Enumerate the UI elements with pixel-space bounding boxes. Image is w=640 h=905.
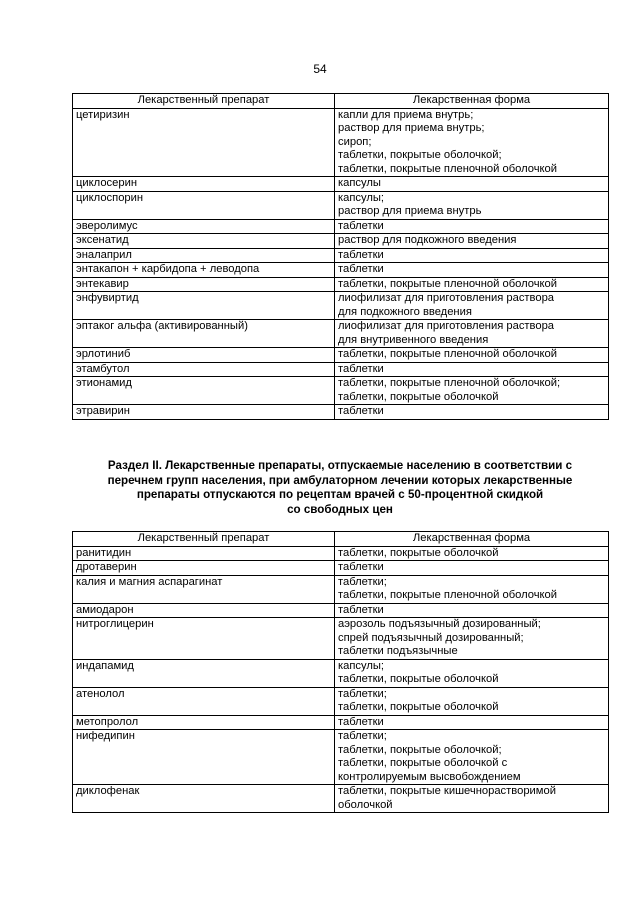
header-drug: Лекарственный препарат bbox=[73, 532, 335, 547]
drug-name-cell: энтакапон + карбидопа + леводопа bbox=[73, 263, 335, 278]
drug-name-cell: энтекавир bbox=[73, 277, 335, 292]
table-row bbox=[73, 546, 609, 561]
section-heading-line: со свободных цен bbox=[287, 502, 393, 516]
drug-name-cell: атенолол bbox=[73, 687, 335, 715]
dosage-form-line: капсулы; bbox=[338, 191, 385, 204]
drug-name-cell: этионамид bbox=[73, 377, 335, 405]
dosage-form-line: таблетки, покрытые оболочкой с bbox=[338, 757, 508, 769]
dosage-form-cell bbox=[335, 320, 609, 348]
drug-name-cell: эналаприл bbox=[73, 248, 335, 263]
dosage-form-cell bbox=[335, 575, 609, 603]
section-heading-line: Раздел II. Лекарственные препараты, отпускаемые населению в соответствии с bbox=[107, 459, 573, 472]
table-row bbox=[73, 730, 609, 785]
table-row bbox=[73, 248, 609, 263]
dosage-form-line: таблетки bbox=[338, 405, 384, 417]
table-row bbox=[73, 234, 609, 249]
dosage-form-line: раствор для приема внутрь bbox=[338, 205, 482, 217]
header-form: Лекарственная форма bbox=[335, 94, 609, 109]
drug-table-1 bbox=[72, 93, 609, 420]
dosage-form-cell bbox=[335, 263, 609, 278]
dosage-form-cell bbox=[335, 248, 609, 263]
dosage-form-line: капсулы; bbox=[338, 659, 385, 672]
drug-name-cell: дротаверин bbox=[73, 561, 335, 576]
drug-name-cell: эрлотиниб bbox=[73, 348, 335, 363]
page-number: 54 bbox=[313, 62, 327, 76]
dosage-form-line: таблетки, покрытые оболочкой; bbox=[338, 743, 502, 756]
dosage-form-line: таблетки bbox=[338, 263, 384, 275]
table-row bbox=[73, 362, 609, 377]
table-header-row bbox=[73, 94, 609, 109]
table-row bbox=[73, 618, 609, 660]
dosage-form-line: таблетки; bbox=[338, 575, 387, 588]
dosage-form-line: спрей подъязычный дозированный; bbox=[338, 631, 524, 644]
table-row bbox=[73, 292, 609, 320]
drug-name-cell: нитроглицерин bbox=[73, 618, 335, 660]
drug-name-cell: этамбутол bbox=[73, 362, 335, 377]
dosage-form-cell bbox=[335, 191, 609, 219]
drug-name-cell: эверолимус bbox=[73, 219, 335, 234]
table-row bbox=[73, 177, 609, 192]
drug-name-cell: калия и магния аспарагинат bbox=[73, 575, 335, 603]
dosage-form-line: таблетки; bbox=[338, 730, 387, 742]
drug-name-cell: метопролол bbox=[73, 715, 335, 730]
dosage-form-line: таблетки; bbox=[338, 687, 387, 700]
dosage-form-cell bbox=[335, 362, 609, 377]
dosage-form-line: раствор для подкожного введения bbox=[338, 234, 517, 246]
dosage-form-cell bbox=[335, 659, 609, 687]
header-drug: Лекарственный препарат bbox=[73, 94, 335, 109]
drug-name-cell: энфувиртид bbox=[73, 292, 335, 320]
drug-name-cell: ранитидин bbox=[73, 546, 335, 561]
drug-name-cell: амиодарон bbox=[73, 603, 335, 618]
dosage-form-line: таблетки, покрытые пленочной оболочкой bbox=[338, 277, 558, 290]
dosage-form-cell bbox=[335, 234, 609, 249]
dosage-form-line: таблетки bbox=[338, 561, 384, 573]
dosage-form-line: таблетки, покрытые пленочной оболочкой bbox=[338, 589, 558, 601]
header-form: Лекарственная форма bbox=[335, 532, 609, 547]
table-row bbox=[73, 715, 609, 730]
table-header-row bbox=[73, 532, 609, 547]
dosage-form-cell bbox=[335, 687, 609, 715]
drug-name-cell: эксенатид bbox=[73, 234, 335, 249]
dosage-form-cell bbox=[335, 348, 609, 363]
dosage-form-line: оболочкой bbox=[338, 798, 393, 811]
table-row bbox=[73, 603, 609, 618]
dosage-form-line: таблетки, покрытые пленочной оболочкой; bbox=[338, 377, 561, 389]
dosage-form-line: таблетки, покрытые оболочкой bbox=[338, 673, 499, 685]
section-heading bbox=[72, 459, 608, 517]
dosage-form-line: таблетки bbox=[338, 362, 384, 375]
dosage-form-cell bbox=[335, 618, 609, 660]
dosage-form-line: таблетки bbox=[338, 715, 384, 728]
dosage-form-cell bbox=[335, 177, 609, 192]
drug-name-cell: нифедипин bbox=[73, 730, 335, 785]
dosage-form-line: таблетки, покрытые пленочной оболочкой bbox=[338, 162, 558, 175]
table-row bbox=[73, 191, 609, 219]
dosage-form-line: таблетки, покрытые оболочкой bbox=[338, 546, 499, 559]
drug-name-cell: цетиризин bbox=[73, 108, 335, 177]
table-row bbox=[73, 785, 609, 813]
drug-name-cell: эптаког альфа (активированный) bbox=[73, 320, 335, 348]
table-row bbox=[73, 348, 609, 363]
dosage-form-line: сироп; bbox=[338, 135, 372, 148]
drug-name-cell: индапамид bbox=[73, 659, 335, 687]
dosage-form-line: капсулы bbox=[338, 177, 381, 189]
table-row bbox=[73, 659, 609, 687]
table-row bbox=[73, 377, 609, 405]
table-row bbox=[73, 320, 609, 348]
dosage-form-line: для внутривенного введения bbox=[338, 333, 489, 346]
table-row bbox=[73, 219, 609, 234]
dosage-form-line: таблетки подъязычные bbox=[338, 645, 458, 657]
table-row bbox=[73, 561, 609, 576]
dosage-form-line: таблетки, покрытые оболочкой bbox=[338, 390, 499, 403]
dosage-form-line: аэрозоль подъязычный дозированный; bbox=[338, 618, 541, 630]
dosage-form-cell bbox=[335, 730, 609, 785]
dosage-form-cell bbox=[335, 377, 609, 405]
dosage-form-cell bbox=[335, 405, 609, 420]
drug-name-cell: циклоспорин bbox=[73, 191, 335, 219]
drug-name-cell: циклосерин bbox=[73, 177, 335, 192]
dosage-form-cell bbox=[335, 292, 609, 320]
table-row bbox=[73, 575, 609, 603]
drug-name-cell: диклофенак bbox=[73, 785, 335, 813]
table-row bbox=[73, 687, 609, 715]
dosage-form-line: таблетки bbox=[338, 219, 384, 232]
dosage-form-line: для подкожного введения bbox=[338, 305, 472, 318]
dosage-form-line: таблетки, покрытые кишечнорастворимой bbox=[338, 785, 556, 797]
dosage-form-cell bbox=[335, 108, 609, 177]
table-row bbox=[73, 108, 609, 177]
dosage-form-line: таблетки bbox=[338, 603, 384, 616]
table-row bbox=[73, 263, 609, 278]
dosage-form-cell bbox=[335, 546, 609, 561]
dosage-form-line: таблетки, покрытые оболочкой; bbox=[338, 149, 502, 161]
dosage-form-cell bbox=[335, 277, 609, 292]
dosage-form-line: капли для приема внутрь; bbox=[338, 108, 474, 121]
table-row bbox=[73, 405, 609, 420]
dosage-form-line: таблетки bbox=[338, 248, 384, 261]
dosage-form-cell bbox=[335, 715, 609, 730]
section-heading-line: препараты отпускаются по рецептам врачей с 50-процентной скидкой bbox=[136, 488, 544, 501]
dosage-form-cell bbox=[335, 219, 609, 234]
section-heading-line: перечнем групп населения, при амбулаторном лечении которых лекарственные bbox=[107, 473, 573, 487]
dosage-form-line: лиофилизат для приготовления раствора bbox=[338, 292, 555, 304]
dosage-form-line: лиофилизат для приготовления раствора bbox=[338, 320, 555, 332]
drug-name-cell: этравирин bbox=[73, 405, 335, 420]
dosage-form-cell bbox=[335, 785, 609, 813]
dosage-form-line: таблетки, покрытые пленочной оболочкой bbox=[338, 348, 558, 360]
drug-table-2 bbox=[72, 531, 609, 813]
dosage-form-cell bbox=[335, 603, 609, 618]
dosage-form-line: таблетки, покрытые оболочкой bbox=[338, 701, 499, 713]
dosage-form-line: контролируемым высвобождением bbox=[338, 770, 521, 783]
table-row bbox=[73, 277, 609, 292]
dosage-form-cell bbox=[335, 561, 609, 576]
dosage-form-line: раствор для приема внутрь; bbox=[338, 122, 485, 134]
